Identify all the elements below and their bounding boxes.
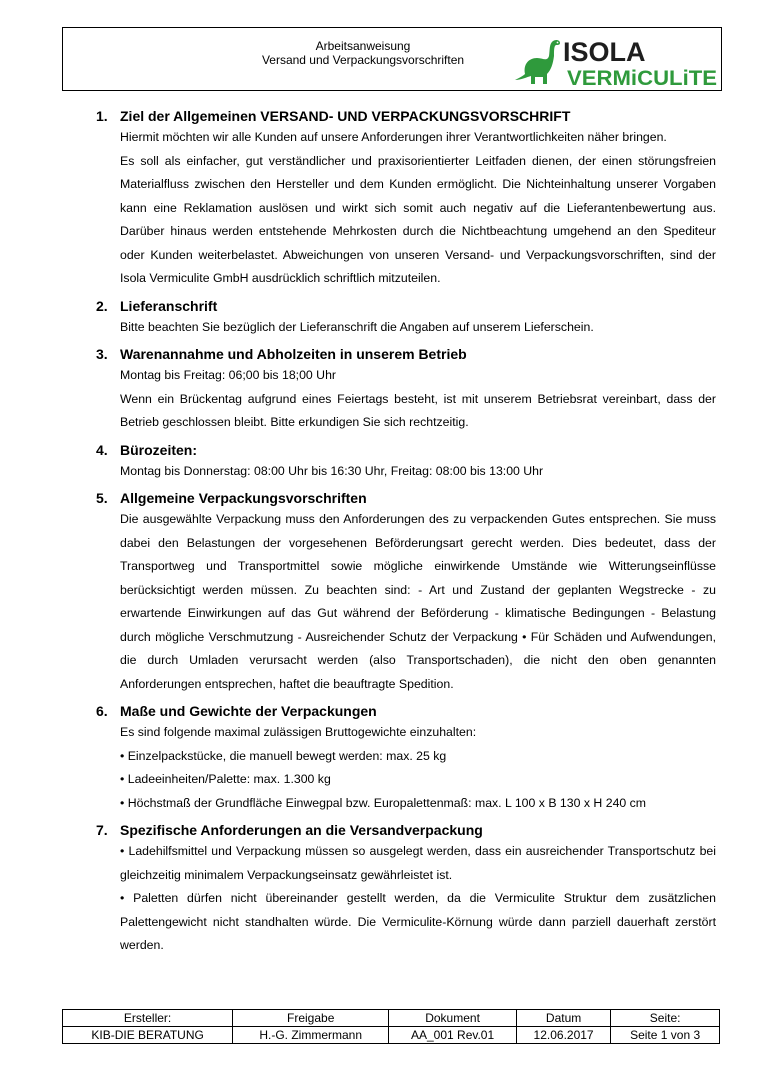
document-body — [96, 106, 716, 963]
section-4 — [96, 440, 716, 484]
document-type: Arbeitsanweisung — [315, 39, 411, 53]
footer-value-seite: Seite 1 von 3 — [611, 1027, 720, 1044]
footer-header-ersteller: Ersteller: — [63, 1010, 233, 1027]
section-number: 7. — [96, 822, 108, 838]
bullet-item: • Paletten dürfen nicht übereinander gestellt werden, da die Vermiculite Struktur dem zusätzlichen Palettengewicht nicht standhalten würde. Die Vermiculite-Körnung würde dann parziell dauerhaft zerstört werden. — [120, 887, 716, 958]
footer-value-freigabe: H.-G. Zimmermann — [233, 1027, 389, 1044]
section-number: 6. — [96, 703, 108, 719]
section-3 — [96, 344, 716, 435]
section-body — [96, 721, 716, 815]
section-paragraph: Es soll als einfacher, gut verständlicher und praxisorientierter Leitfaden dienen, der einen störungsfreien Materialfluss zwischen den Hersteller und dem Kunden ermöglicht. Die Nichteinhaltung unserer Vorgaben kann eine Reklamation auslösen und wirkt sich somit auch negativ auf die Lieferantenbewertung aus. Darüber hinaus werden entstehende Mehrkosten durch die Nichtbeachtung umgehend an den Spediteur oder Kunden weiterbelastet. Abweichungen von unseren Versand- und Verpackungsvorschriften, sind der Isola Vermiculite GmbH ausdrücklich schriftlich mitzuteilen. — [120, 153, 716, 285]
section-number: 2. — [96, 297, 108, 314]
section-title: Allgemeine Verpackungsvorschriften — [120, 490, 367, 506]
section-6 — [96, 701, 716, 815]
footer-header-freigabe: Freigabe — [233, 1010, 389, 1027]
document-subtitle: Versand und Verpackungsvorschriften — [261, 53, 465, 67]
section-heading — [96, 488, 716, 508]
section-paragraph: Wenn ein Brückentag aufgrund eines Feiertags besteht, ist mit unserem Betriebsrat vereinbart, dass der Betrieb geschlossen bleibt. Bitte erkundigen Sie sich rechtzeitig. — [120, 391, 716, 429]
section-title: Ziel der Allgemeinen VERSAND- UND VERPACKUNGSVORSCHRIFT — [120, 108, 571, 124]
section-2 — [96, 296, 716, 340]
section-7 — [96, 820, 716, 958]
section-title: Warenannahme und Abholzeiten in unserem Betrieb — [120, 346, 467, 362]
section-paragraph: Die ausgewählte Verpackung muss den Anforderungen des zu verpackenden Gutes entsprechen. Sie muss dabei den Belastungen der vorgesehenen Beförderungsart gerecht werden. Dies bedeutet, dass der Transportweg und Transportmittel sowie mögliche einwirkende Umstände wie Witterungseinflüsse berücksichtigt werden müssen. Zu beachten sind: - Art und Zustand der geplanten Wegstrecke - zu erwartende Einwirkungen auf das Gut während der Beförderung - klimatische Bedingungen - Belastung durch mögliche Verschmutzung - Ausreichender Schutz der Verpackung • Für Schäden und Aufwendungen, die durch Umladen verursacht werden (also Transportschaden), die nicht den oben genannten Anforderungen entsprechen, haftet die beauftragte Spedition. — [120, 512, 716, 691]
logo-graphic — [511, 34, 721, 88]
section-title: Spezifische Anforderungen an die Versandverpackung — [120, 822, 483, 838]
section-body — [96, 364, 716, 435]
section-body — [96, 460, 716, 484]
section-body — [96, 316, 716, 340]
bullet-item: • Ladeeinheiten/Palette: max. 1.300 kg — [120, 768, 716, 792]
section-number: 1. — [96, 108, 108, 124]
section-heading — [96, 701, 716, 721]
section-heading — [96, 820, 716, 840]
dinosaur-icon — [515, 40, 560, 84]
logo-line1-text: ISOLA — [563, 37, 646, 67]
section-body — [96, 840, 716, 958]
document-footer-table — [62, 1009, 720, 1044]
logo-line2-text: VERMiCULiTE — [567, 66, 717, 88]
bullet-item: • Einzelpackstücke, die manuell bewegt werden: max. 25 kg — [120, 745, 716, 769]
footer-header-datum: Datum — [516, 1010, 610, 1027]
footer-value-datum: 12.06.2017 — [516, 1027, 610, 1044]
section-1 — [96, 106, 716, 291]
footer-value-dokument: AA_001 Rev.01 — [389, 1027, 517, 1044]
section-number: 5. — [96, 490, 108, 506]
section-paragraph: Es sind folgende maximal zulässigen Bruttogewichte einzuhalten: — [120, 725, 477, 739]
section-paragraph: Montag bis Donnerstag: 08:00 Uhr bis 16:30 Uhr, Freitag: 08:00 bis 13:00 Uhr — [120, 463, 544, 478]
section-paragraph: Montag bis Freitag: 06;00 bis 18;00 Uhr — [120, 368, 337, 382]
footer-value-row — [63, 1027, 720, 1044]
section-title: Bürozeiten: — [120, 441, 197, 458]
section-title: Lieferanschrift — [120, 297, 218, 314]
footer-header-dokument: Dokument — [389, 1010, 517, 1027]
section-heading — [96, 296, 716, 316]
section-heading — [96, 440, 716, 460]
section-5 — [96, 488, 716, 696]
document-type-title — [213, 39, 513, 67]
footer-header-row — [63, 1010, 720, 1027]
section-number: 3. — [96, 346, 108, 362]
section-body — [96, 126, 716, 291]
footer-value-ersteller: KIB-DIE BERATUNG — [63, 1027, 233, 1044]
section-paragraph: Bitte beachten Sie bezüglich der Lieferanschrift die Angaben auf unserem Lieferschein. — [120, 319, 594, 334]
bullet-item: • Ladehilfsmittel und Verpackung müssen so ausgelegt werden, dass ein ausreichender Transportschutz bei gleichzeitig minimalem Verpackungseinsatz gewährleistet ist. — [120, 840, 716, 887]
section-heading — [96, 106, 716, 126]
document-header — [62, 27, 722, 91]
section-body — [96, 508, 716, 696]
section-title: Maße und Gewichte der Verpackungen — [120, 703, 377, 719]
footer-header-seite: Seite: — [611, 1010, 720, 1027]
section-number: 4. — [96, 441, 108, 458]
bullet-item: • Höchstmaß der Grundfläche Einwegpal bzw. Europalettenmaß: max. L 100 x B 130 x H 240 cm — [120, 792, 716, 816]
isola-vermiculite-logo — [511, 34, 721, 88]
section-paragraph: Hiermit möchten wir alle Kunden auf unsere Anforderungen ihrer Verantwortlichkeiten näher bringen. — [120, 130, 667, 144]
section-heading — [96, 344, 716, 364]
